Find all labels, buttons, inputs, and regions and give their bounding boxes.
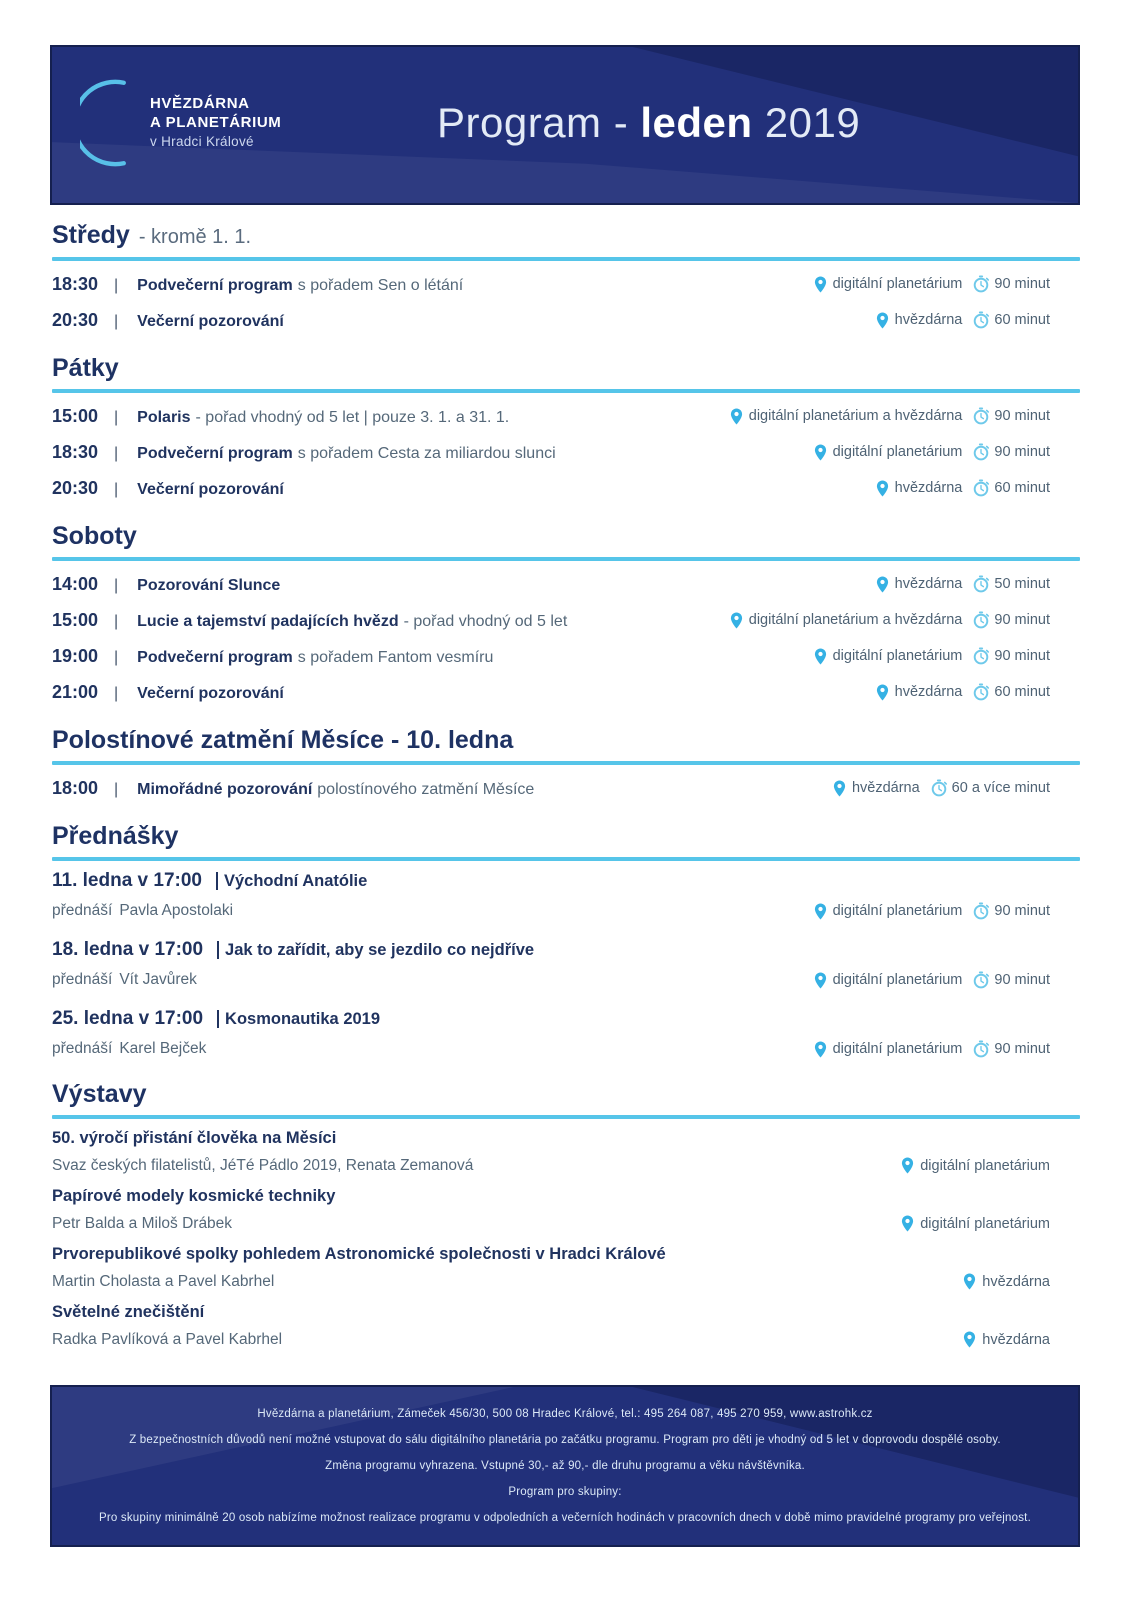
exhibition-details	[52, 1268, 1080, 1295]
section-rows	[52, 393, 1080, 506]
footer-banner	[50, 1385, 1080, 1547]
location-pin-icon	[814, 1041, 827, 1058]
exhibition-location: hvězdárna	[982, 1273, 1050, 1290]
section-title: Přednášky	[52, 822, 179, 850]
event-title: Večerní pozorování	[137, 480, 284, 498]
lecture-row	[52, 1004, 1080, 1064]
event-row	[52, 266, 1080, 302]
lecture-location: digitální planetárium	[832, 972, 963, 988]
stopwatch-icon	[972, 443, 990, 461]
event-duration: 90 minut	[994, 276, 1050, 292]
event-location: hvězdárna	[894, 312, 963, 328]
exhibition-authors: Svaz českých filatelistů, JéTé Pádlo 2019, Renata Zemanová	[52, 1156, 474, 1174]
exhibition-info	[901, 1215, 1080, 1232]
separator-bar: |	[114, 648, 119, 666]
section-title: Pátky	[52, 354, 119, 382]
section-heading	[52, 221, 1080, 251]
exhibition-info	[901, 1157, 1080, 1174]
event-time: 14:00	[52, 573, 99, 594]
footer-notice-line: Z bezpečnostních důvodů není možné vstupovat do sálu digitálního planetária po začátku programu. Program pro děti je vhodný od 5 let v doprovodu dospělé osoby.	[129, 1434, 1001, 1446]
event-location: digitální planetárium	[832, 276, 963, 292]
title-year: 2019	[752, 99, 861, 147]
event-duration: 90 minut	[994, 408, 1050, 424]
exhibition-row	[52, 1298, 1080, 1353]
lecture-speaker	[52, 1040, 206, 1058]
program-section	[52, 354, 1080, 506]
event-location: digitální planetárium a hvězdárna	[748, 408, 963, 424]
event-title: Podvečerní program	[137, 444, 293, 462]
event-time: 20:30	[52, 309, 99, 330]
event-row	[52, 674, 1080, 710]
exhibition-info	[963, 1273, 1080, 1290]
event-text	[52, 610, 567, 631]
footer-contact-line: Hvězdárna a planetárium, Zámeček 456/30, 500 08 Hradec Králové, tel.: 495 264 087, 495 270 959, www.astrohk.cz	[257, 1408, 873, 1420]
event-description: s pořadem Fantom vesmíru	[297, 648, 494, 666]
location-pin-icon	[901, 1215, 914, 1232]
speaker-prefix: přednáší	[52, 902, 113, 919]
program-section	[52, 726, 1080, 806]
event-duration: 60 a více minut	[951, 780, 1050, 796]
logo-line-3: v Hradci Králové	[150, 134, 254, 150]
lecture-location: digitální planetárium	[832, 1041, 963, 1057]
event-time: 18:30	[52, 273, 99, 294]
stopwatch-icon	[972, 647, 990, 665]
exhibition-location: digitální planetárium	[920, 1215, 1050, 1232]
lecture-title: Kosmonautika 2019	[225, 1009, 381, 1028]
exhibition-details	[52, 1152, 1080, 1179]
event-row	[52, 566, 1080, 602]
separator-bar: |	[114, 276, 119, 294]
lecture-info	[814, 1040, 1080, 1058]
exhibition-location: hvězdárna	[982, 1331, 1050, 1348]
location-pin-icon	[876, 684, 889, 701]
lecture-info	[814, 902, 1080, 920]
event-title: Pozorování Slunce	[137, 576, 281, 594]
event-info	[833, 779, 1080, 797]
lecture-title: Východní Anatólie	[224, 871, 368, 890]
event-text	[52, 274, 463, 295]
location-pin-icon	[814, 444, 827, 461]
logo-text	[150, 95, 281, 151]
section-subtitle: - kromě 1. 1.	[138, 226, 252, 248]
event-duration: 60 minut	[994, 312, 1050, 328]
event-row	[52, 302, 1080, 338]
separator-bar: |	[114, 480, 119, 498]
lecture-speaker	[52, 902, 233, 920]
title-prefix: Program -	[437, 99, 641, 147]
event-text	[52, 574, 285, 595]
exhibition-title: Světelné znečištění	[52, 1303, 205, 1321]
event-time: 20:30	[52, 477, 99, 498]
lecture-details	[52, 965, 1080, 995]
location-pin-icon	[730, 408, 743, 425]
exhibition-details	[52, 1210, 1080, 1237]
event-time: 19:00	[52, 645, 99, 666]
event-text	[52, 442, 556, 463]
section-heading	[52, 354, 1080, 383]
header-banner	[50, 45, 1080, 205]
stopwatch-icon	[930, 779, 948, 797]
event-text	[52, 778, 534, 799]
exhibition-title: Prvorepublikové spolky pohledem Astronomické společnosti v Hradci Králové	[52, 1245, 666, 1263]
event-location: digitální planetárium a hvězdárna	[748, 612, 963, 628]
location-pin-icon	[730, 612, 743, 629]
event-info	[814, 443, 1080, 461]
logo-line-1: HVĚZDÁRNA	[150, 94, 250, 112]
location-pin-icon	[901, 1157, 914, 1174]
event-time: 18:00	[52, 777, 99, 798]
section-rows	[52, 261, 1080, 338]
event-duration: 90 minut	[994, 612, 1050, 628]
speaker-prefix: přednáší	[52, 1040, 113, 1057]
exhibition-title: 50. výročí přistání člověka na Měsíci	[52, 1129, 337, 1147]
footer-groups-line: Pro skupiny minimálně 20 osob nabízíme možnost realizace programu v odpoledních a večerních hodinách v pracovních dnech v době mimo pravidelné programy pro veřejnost.	[99, 1512, 1031, 1524]
lecture-duration: 90 minut	[994, 903, 1050, 919]
location-pin-icon	[876, 312, 889, 329]
event-title: Podvečerní program	[137, 648, 293, 666]
event-duration: 50 minut	[994, 576, 1050, 592]
crescent-logo-icon	[80, 71, 136, 175]
stopwatch-icon	[972, 575, 990, 593]
exhibition-authors: Petr Balda a Miloš Drábek	[52, 1214, 233, 1232]
lecture-header	[52, 1004, 1080, 1034]
stopwatch-icon	[972, 1040, 990, 1058]
event-text	[52, 682, 289, 703]
title-month: leden	[640, 99, 753, 147]
event-description: polostínového zatmění Měsíce	[317, 780, 535, 798]
speaker-prefix: přednáší	[52, 971, 113, 988]
speaker-name: Vít Javůrek	[119, 971, 197, 988]
location-pin-icon	[876, 576, 889, 593]
speaker-name: Karel Bejček	[119, 1040, 207, 1057]
program-section	[52, 522, 1080, 710]
lecture-row	[52, 935, 1080, 995]
section-rows	[52, 765, 1080, 806]
page-title	[437, 99, 860, 147]
location-pin-icon	[814, 903, 827, 920]
event-title: Podvečerní program	[137, 276, 293, 294]
event-description: s pořadem Sen o létání	[297, 276, 464, 294]
event-location: digitální planetárium	[832, 444, 963, 460]
event-time: 18:30	[52, 441, 99, 462]
lecture-duration: 90 minut	[994, 972, 1050, 988]
section-heading	[52, 522, 1080, 551]
separator-bar: |	[114, 684, 119, 702]
stopwatch-icon	[972, 683, 990, 701]
location-pin-icon	[814, 648, 827, 665]
event-row	[52, 602, 1080, 638]
event-title: Večerní pozorování	[137, 312, 284, 330]
event-info	[876, 479, 1080, 497]
stopwatch-icon	[972, 479, 990, 497]
lecture-location: digitální planetárium	[832, 903, 963, 919]
sections	[52, 205, 1080, 1356]
lecture-datetime: 18. ledna v 17:00	[52, 939, 204, 960]
exhibition-row	[52, 1182, 1080, 1237]
exhibition-location: digitální planetárium	[920, 1157, 1050, 1174]
speaker-name: Pavla Apostolaki	[119, 902, 234, 919]
event-info	[814, 647, 1080, 665]
location-pin-icon	[814, 276, 827, 293]
event-location: hvězdárna	[851, 780, 920, 796]
stopwatch-icon	[972, 275, 990, 293]
event-time: 21:00	[52, 681, 99, 702]
section-rows	[52, 561, 1080, 710]
event-info	[730, 611, 1080, 629]
exhibition-details	[52, 1326, 1080, 1353]
event-location: digitální planetárium	[832, 648, 963, 664]
exhibition-title: Papírové modely kosmické techniky	[52, 1187, 336, 1205]
separator-bar	[217, 941, 219, 959]
lecture-details	[52, 1034, 1080, 1064]
event-text	[52, 310, 289, 331]
event-row	[52, 770, 1080, 806]
section-rows	[52, 861, 1080, 1064]
footer-groups-heading: Program pro skupiny:	[508, 1486, 622, 1498]
separator-bar: |	[114, 444, 119, 462]
section-heading	[52, 1080, 1080, 1109]
footer-pricing-line: Změna programu vyhrazena. Vstupné 30,- až 90,- dle druhu programu a věku návštěvníka.	[325, 1460, 805, 1472]
event-duration: 60 minut	[994, 684, 1050, 700]
event-info	[814, 275, 1080, 293]
location-pin-icon	[876, 480, 889, 497]
lecture-details	[52, 896, 1080, 926]
event-location: hvězdárna	[894, 576, 963, 592]
stopwatch-icon	[972, 902, 990, 920]
event-text	[52, 646, 493, 667]
lecture-header	[52, 866, 1080, 896]
separator-bar	[217, 1010, 219, 1028]
program-section	[52, 221, 1080, 338]
program-section	[52, 1080, 1080, 1353]
lecture-row	[52, 866, 1080, 926]
event-row	[52, 398, 1080, 434]
program-section	[52, 822, 1080, 1064]
lecture-datetime: 11. ledna v 17:00	[52, 870, 202, 891]
stopwatch-icon	[972, 407, 990, 425]
exhibition-info	[963, 1331, 1080, 1348]
separator-bar: |	[114, 780, 119, 798]
separator-bar: |	[114, 408, 119, 426]
event-description: - pořad vhodný od 5 let	[403, 612, 568, 630]
location-pin-icon	[814, 972, 827, 989]
event-title: Večerní pozorování	[137, 684, 284, 702]
event-time: 15:00	[52, 609, 99, 630]
event-text	[52, 478, 289, 499]
exhibition-row	[52, 1124, 1080, 1179]
event-info	[730, 407, 1080, 425]
stopwatch-icon	[972, 311, 990, 329]
event-duration: 90 minut	[994, 444, 1050, 460]
exhibition-row	[52, 1240, 1080, 1295]
location-pin-icon	[963, 1273, 976, 1290]
section-title: Výstavy	[52, 1080, 147, 1108]
event-title: Lucie a tajemství padajících hvězd	[137, 612, 399, 630]
separator-bar: |	[114, 312, 119, 330]
location-pin-icon	[833, 780, 846, 797]
event-location: hvězdárna	[894, 480, 963, 496]
event-description: - pořad vhodný od 5 let | pouze 3. 1. a 31. 1.	[195, 408, 510, 426]
lecture-info	[814, 971, 1080, 989]
stopwatch-icon	[972, 971, 990, 989]
event-title: Polaris	[137, 408, 191, 426]
event-text	[52, 406, 509, 427]
lecture-datetime: 25. ledna v 17:00	[52, 1008, 204, 1029]
lecture-speaker	[52, 971, 197, 989]
event-duration: 90 minut	[994, 648, 1050, 664]
event-info	[876, 683, 1080, 701]
event-info	[876, 311, 1080, 329]
observatory-logo	[80, 71, 281, 175]
separator-bar: |	[114, 576, 119, 594]
event-title: Mimořádné pozorování	[137, 780, 313, 798]
event-description: s pořadem Cesta za miliardou slunci	[297, 444, 556, 462]
stopwatch-icon	[972, 611, 990, 629]
logo-line-2: A PLANETÁRIUM	[150, 113, 282, 131]
separator-bar	[216, 872, 218, 890]
section-title: Soboty	[52, 522, 137, 550]
event-row	[52, 434, 1080, 470]
event-row	[52, 470, 1080, 506]
event-row	[52, 638, 1080, 674]
location-pin-icon	[963, 1331, 976, 1348]
section-heading	[52, 822, 1080, 851]
lecture-duration: 90 minut	[994, 1041, 1050, 1057]
section-title: Středy	[52, 221, 130, 249]
lecture-header	[52, 935, 1080, 965]
event-location: hvězdárna	[894, 684, 963, 700]
exhibition-authors: Martin Cholasta a Pavel Kabrhel	[52, 1272, 275, 1290]
event-time: 15:00	[52, 405, 99, 426]
event-info	[876, 575, 1080, 593]
event-duration: 60 minut	[994, 480, 1050, 496]
lecture-title: Jak to zařídit, aby se jezdilo co nejdříve	[225, 940, 535, 959]
section-title: Polostínové zatmění Měsíce - 10. ledna	[52, 726, 514, 754]
section-heading	[52, 726, 1080, 755]
exhibition-authors: Radka Pavlíková a Pavel Kabrhel	[52, 1330, 283, 1348]
section-rows	[52, 1119, 1080, 1353]
separator-bar: |	[114, 612, 119, 630]
